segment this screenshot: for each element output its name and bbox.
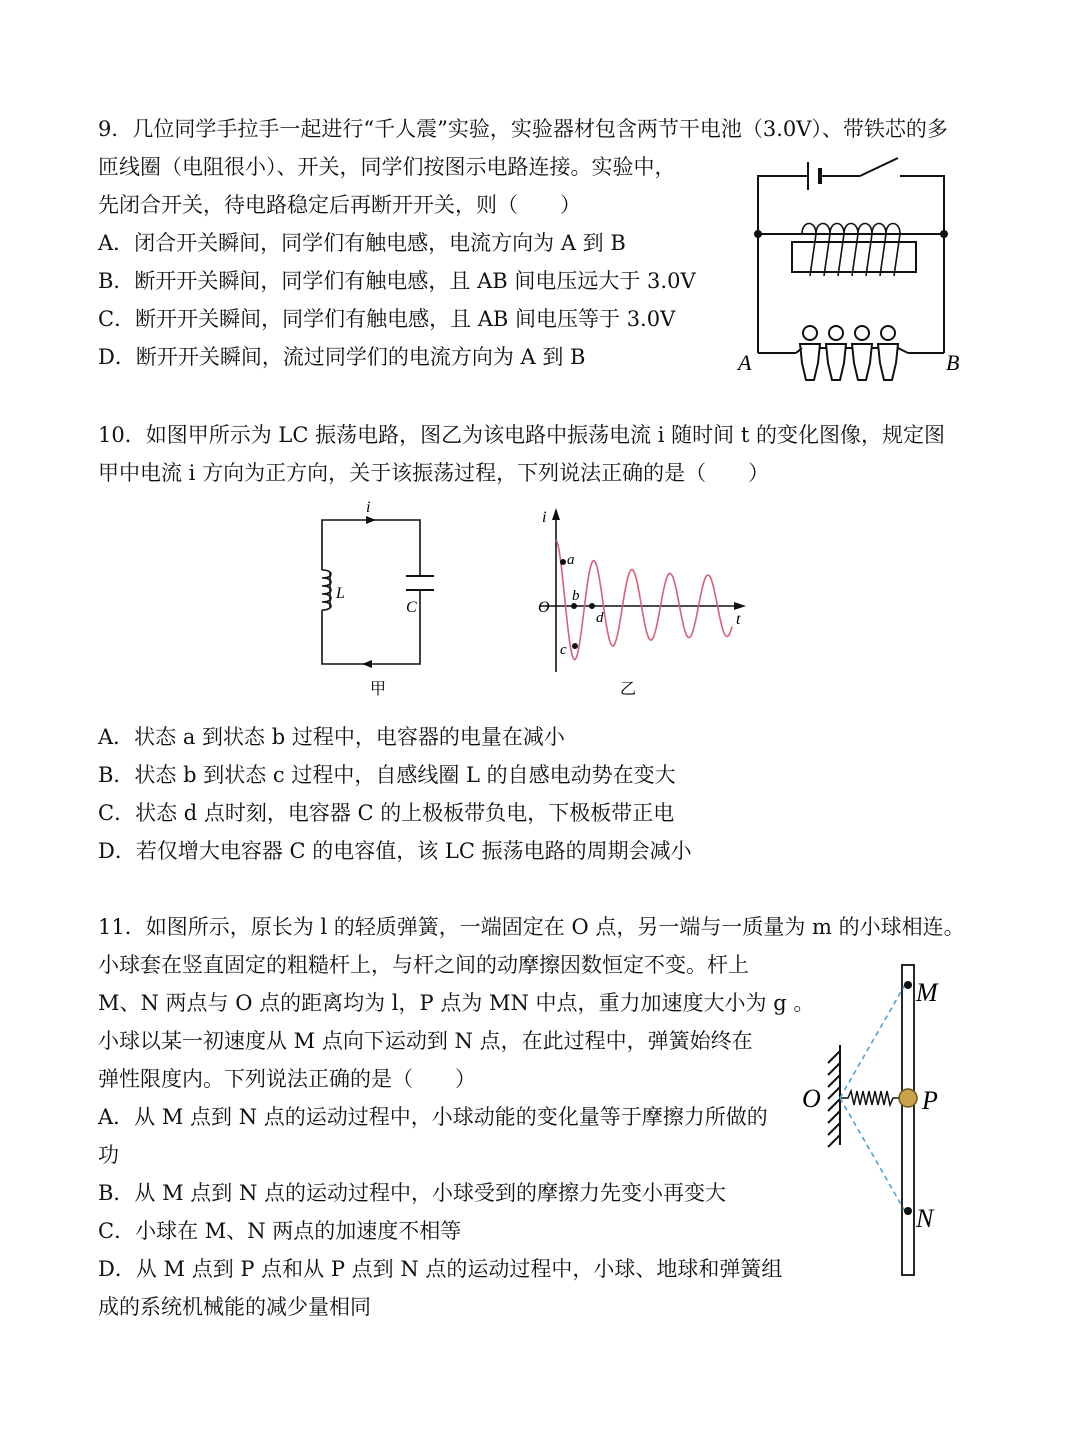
q10-jia-inductor-label: L (336, 585, 345, 602)
q11-stem-line-4: 小球以某一初速度从 M 点向下运动到 N 点，在此过程中，弹簧始终在 (98, 1029, 753, 1053)
point-m-marker (904, 981, 912, 989)
q9-circuit-figure (730, 148, 970, 388)
q10-lc-circuit-figure (310, 500, 460, 700)
q10-option-b: B．状态 b 到状态 c 过程中，自感线圈 L 的自感电动势在变大 (98, 763, 676, 787)
q11-stem-line-5: 弹性限度内。下列说法正确的是（ ） (98, 1067, 476, 1091)
q10-jia-capacitor-label: C (406, 599, 417, 616)
q10-jia-caption: 甲 (370, 681, 387, 698)
q10-yi-x-label: t (736, 611, 741, 628)
q9-stem-line-3: 先闭合开关，待电路稳定后再断开开关，则（ ） (98, 193, 581, 217)
q9-option-b: B．断开开关瞬间，同学们有触电感，且 AB 间电压远大于 3.0V (98, 269, 696, 293)
q11-label-n: N (916, 1204, 934, 1233)
q9-stem-line-2: 匝线圈（电阻很小）、开关，同学们按图示电路连接。实验中， (98, 155, 676, 179)
q10-option-c: C．状态 d 点时刻，电容器 C 的上极板带负电，下极板带正电 (98, 801, 675, 825)
q11-spring-rod-figure (790, 955, 970, 1285)
q10-yi-point-b: b (572, 588, 580, 604)
point-d-marker (589, 603, 595, 609)
q9-label-b: B (946, 350, 960, 375)
q11-option-c: C．小球在 M、N 两点的加速度不相等 (98, 1219, 462, 1243)
q10-yi-point-a: a (567, 552, 575, 568)
point-n-marker (904, 1207, 912, 1215)
q10-yi-y-label: i (542, 509, 547, 526)
q10-yi-caption: 乙 (620, 681, 637, 698)
q10-yi-point-c: c (560, 642, 567, 658)
x-axis-arrow-icon (734, 602, 746, 610)
students-chain-icon (796, 326, 908, 380)
q10-option-a: A．状态 a 到状态 b 过程中，电容器的电量在减小 (98, 725, 565, 749)
q11-label-o: O (802, 1084, 821, 1113)
point-c-marker (572, 643, 578, 649)
q9-label-a: A (738, 350, 752, 375)
q9-stem-line-1: 9．几位同学手拉手一起进行“千人震”实验，实验器材包含两节干电池（3.0V）、带铁芯的多 (98, 117, 948, 141)
damped-oscillation-curve (556, 540, 732, 660)
q11-label-m: M (916, 978, 938, 1007)
q9-option-a: A．闭合开关瞬间，同学们有触电感，电流方向为 A 到 B (98, 231, 626, 255)
q10-current-graph (530, 500, 760, 700)
q10-yi-point-d: d (596, 610, 604, 626)
q11-option-a: A．从 M 点到 N 点的运动过程中，小球动能的变化量等于摩擦力所做的 (98, 1105, 768, 1129)
q9-option-c: C．断开开关瞬间，同学们有触电感，且 AB 间电压等于 3.0V (98, 307, 676, 331)
q11-option-a-cont: 功 (98, 1143, 119, 1167)
q11-option-d: D．从 M 点到 P 点和从 P 点到 N 点的运动过程中，小球、地球和弹簧组 (98, 1257, 783, 1281)
q11-stem-line-1: 11．如图所示，原长为 l 的轻质弹簧，一端固定在 O 点，另一端与一质量为 m 的小球相连。 (98, 915, 965, 939)
ball-icon (899, 1089, 917, 1107)
q11-stem-line-3: M、N 两点与 O 点的距离均为 l，P 点为 MN 中点，重力加速度大小为 g 。 (98, 991, 815, 1015)
q10-stem-line-2: 甲中电流 i 方向为正方向，关于该振荡过程，下列说法正确的是（ ） (98, 461, 770, 485)
q11-label-p: P (922, 1086, 938, 1115)
q10-stem-line-1: 10．如图甲所示为 LC 振荡电路，图乙为该电路中振荡电流 i 随时间 t 的变化图像，规定图 (98, 423, 945, 447)
q9-option-d: D．断开开关瞬间，流过同学们的电流方向为 A 到 B (98, 345, 586, 369)
q10-jia-current-label: i (366, 500, 371, 516)
q11-stem-line-2: 小球套在竖直固定的粗糙杆上，与杆之间的动摩擦因数恒定不变。杆上 (98, 953, 749, 977)
q10-yi-origin: O (538, 599, 550, 616)
point-a-marker (560, 559, 566, 565)
q11-option-d-cont: 成的系统机械能的减少量相同 (98, 1295, 371, 1319)
y-axis-arrow-icon (552, 508, 560, 520)
q11-option-b: B．从 M 点到 N 点的运动过程中，小球受到的摩擦力先变小再变大 (98, 1181, 727, 1205)
q10-option-d: D．若仅增大电容器 C 的电容值，该 LC 振荡电路的周期会减小 (98, 839, 692, 863)
